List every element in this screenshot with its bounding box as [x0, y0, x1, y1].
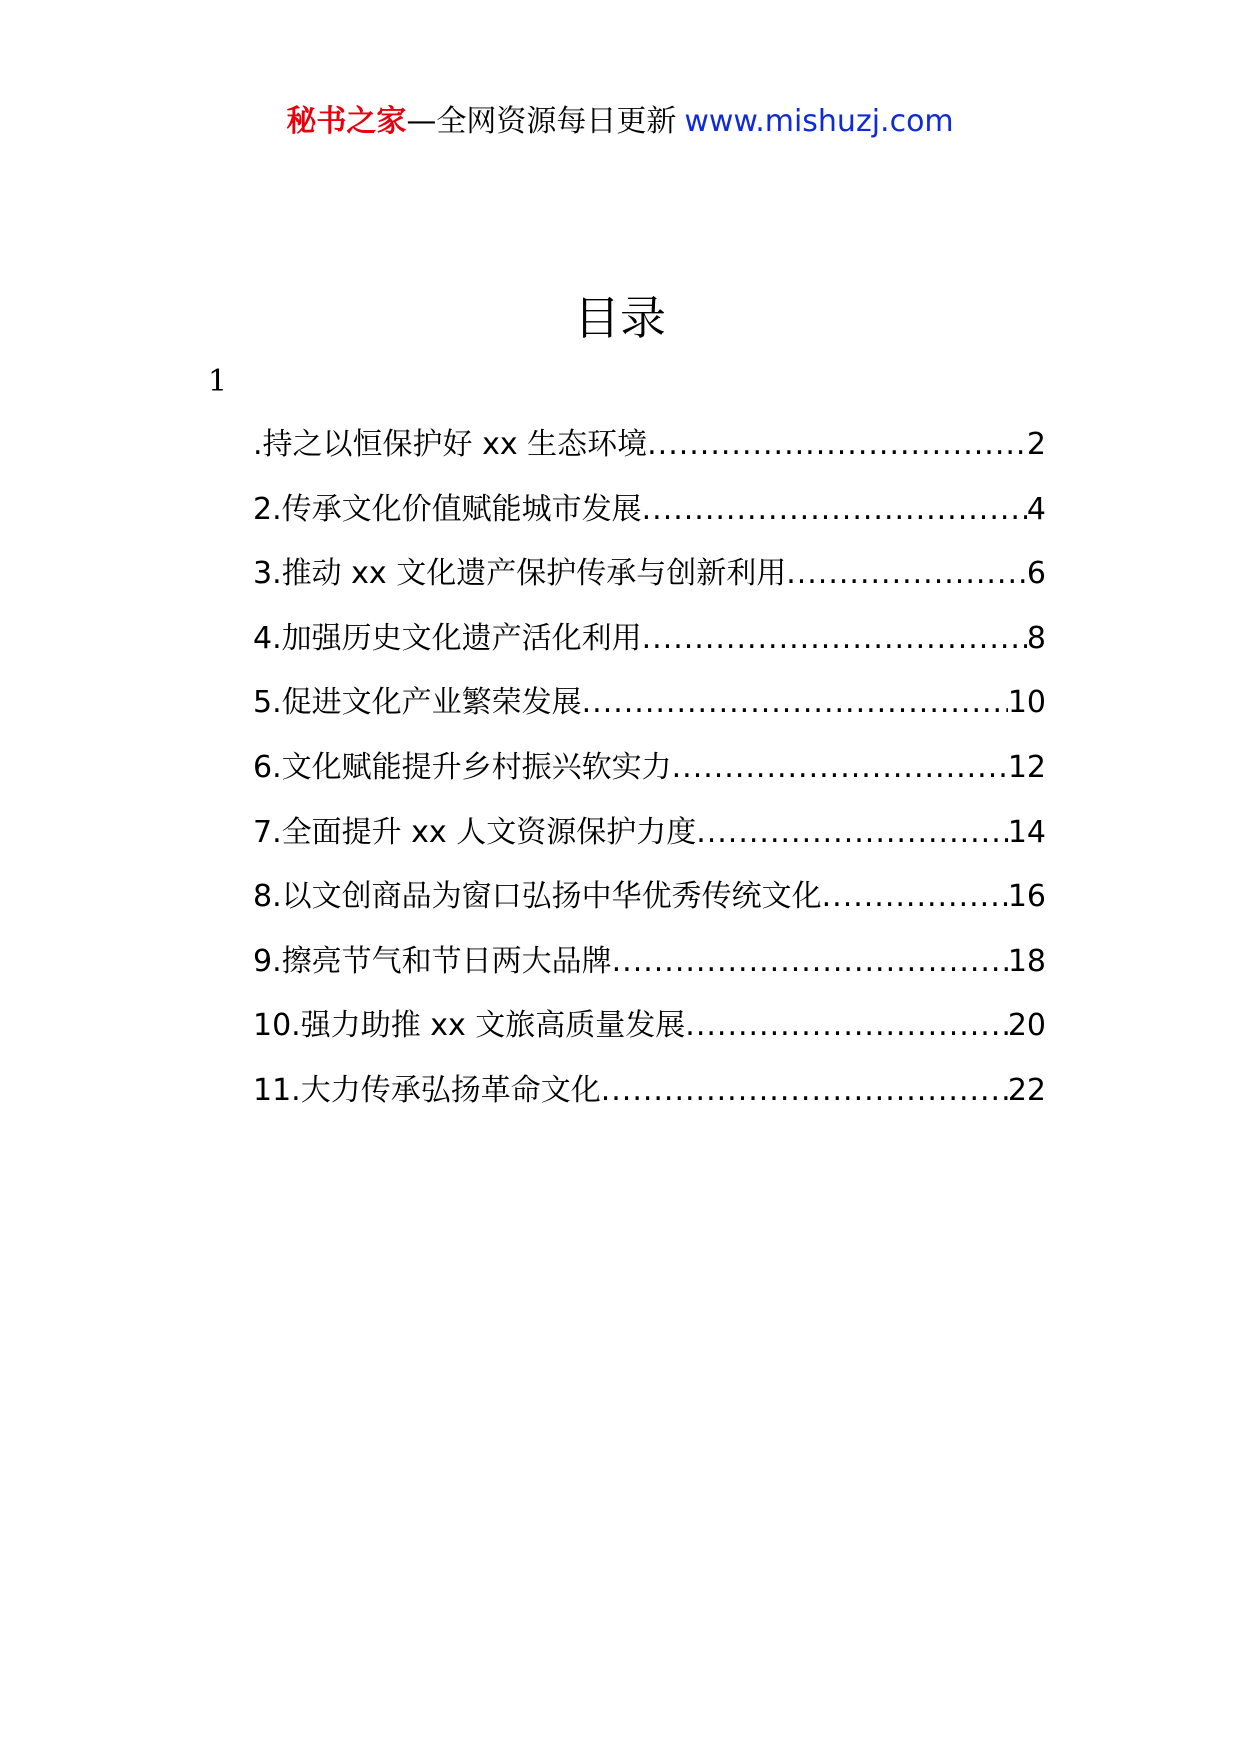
header-slogan: —全网资源每日更新 [406, 104, 677, 139]
toc-entry-title: 11.大力传承弘扬革命文化 [253, 1072, 601, 1108]
toc-dot-leader [582, 685, 1008, 721]
toc-dot-leader [672, 750, 1008, 786]
toc-entry-title: 10.强力助推 xx 文旅高质量发展 [253, 1008, 686, 1044]
toc-entry-title: .持之以恒保护好 xx 生态环境 [253, 427, 648, 462]
toc-entry-title: 8.以文创商品为窗口弘扬中华优秀传统文化 [253, 879, 822, 915]
toc-page-number: 2 [1026, 427, 1046, 462]
page-title: 目录 [574, 291, 666, 345]
toc-page-number: 20 [1007, 1008, 1046, 1044]
toc-dot-leader [822, 879, 1008, 915]
toc-entry[interactable] [253, 556, 1046, 621]
toc-page-number: 8 [1026, 620, 1046, 656]
toc-page-number: 18 [1007, 943, 1046, 979]
toc-entry[interactable] [253, 815, 1046, 880]
toc-entry[interactable] [253, 1008, 1046, 1073]
toc-entry-title: 4.加强历史文化遗产活化利用 [253, 620, 642, 656]
table-of-contents [253, 427, 1046, 1138]
toc-entry-title: 3.推动 xx 文化遗产保护传承与创新利用 [253, 556, 787, 592]
toc-entry-title: 9.擦亮节气和节日两大品牌 [253, 943, 612, 979]
toc-entry[interactable] [253, 621, 1046, 686]
toc-dot-leader [696, 815, 1008, 851]
lead-number: 1 [208, 364, 228, 399]
toc-entry[interactable] [253, 750, 1046, 815]
toc-entry-title: 5.促进文化产业繁荣发展 [253, 685, 582, 721]
toc-page-number: 4 [1026, 491, 1046, 527]
toc-entry-title: 7.全面提升 xx 人文资源保护力度 [253, 814, 697, 850]
toc-entry[interactable] [253, 492, 1046, 557]
brand-name: 秘书之家 [286, 104, 407, 139]
toc-page-number: 22 [1007, 1072, 1046, 1108]
toc-entry[interactable] [253, 879, 1046, 944]
site-header [0, 102, 1240, 142]
toc-page-number: 12 [1007, 749, 1046, 785]
toc-dot-leader [647, 427, 1027, 463]
toc-dot-leader [642, 621, 1027, 657]
toc-entry[interactable] [253, 685, 1046, 750]
toc-entry-title: 6.文化赋能提升乡村振兴软实力 [253, 749, 672, 785]
toc-page-number: 6 [1026, 556, 1046, 592]
toc-page-number: 10 [1007, 685, 1046, 721]
toc-dot-leader [642, 492, 1027, 528]
toc-dot-leader [786, 556, 1027, 592]
toc-dot-leader [612, 944, 1008, 980]
toc-entry[interactable] [253, 427, 1046, 492]
toc-entry-title: 2.传承文化价值赋能城市发展 [253, 491, 642, 527]
toc-dot-leader [601, 1073, 1008, 1109]
toc-page-number: 14 [1007, 814, 1046, 850]
toc-entry[interactable] [253, 944, 1046, 1009]
toc-page-number: 16 [1007, 879, 1046, 915]
toc-entry[interactable] [253, 1073, 1046, 1138]
site-url-link[interactable]: www.mishuzj.com [684, 104, 954, 139]
toc-dot-leader [685, 1008, 1008, 1044]
